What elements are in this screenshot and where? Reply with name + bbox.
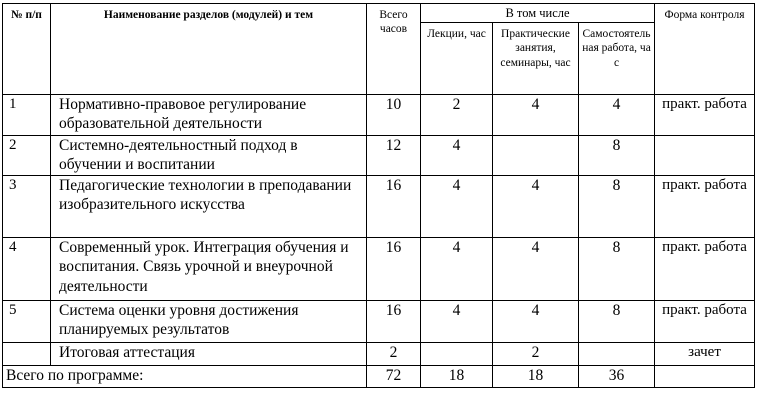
row-lectures: 4 — [421, 136, 493, 176]
row-lectures: 4 — [421, 176, 493, 238]
header-total-hours: Всего часов — [367, 4, 421, 95]
row-form: практ. работа — [655, 95, 755, 136]
row-self: 8 — [579, 176, 655, 238]
row-title: Педагогические технологии в преподавании изобразительного искусства — [51, 176, 367, 238]
row-num: 3 — [3, 176, 51, 238]
header-self-work: Самостоятельная работа, час — [579, 23, 655, 95]
row-form: зачет — [655, 343, 755, 366]
totals-lectures: 18 — [421, 366, 493, 388]
row-practice: 4 — [493, 238, 579, 301]
row-practice: 2 — [493, 343, 579, 366]
header-practice: Практические занятия, семинары, час — [493, 23, 579, 95]
row-lectures: 4 — [421, 301, 493, 343]
table-row — [3, 301, 755, 343]
row-practice — [493, 136, 579, 176]
row-form — [655, 136, 755, 176]
row-self: 8 — [579, 238, 655, 301]
header-name: Наименование разделов (модулей) и тем — [51, 4, 367, 95]
totals-practice: 18 — [493, 366, 579, 388]
table-row — [3, 136, 755, 176]
row-practice: 4 — [493, 301, 579, 343]
table-row — [3, 95, 755, 136]
row-self: 8 — [579, 301, 655, 343]
header-lectures: Лекции, час — [421, 23, 493, 95]
row-practice: 4 — [493, 176, 579, 238]
row-self: 4 — [579, 95, 655, 136]
row-lectures — [421, 343, 493, 366]
row-title: Современный урок. Интеграция обучения и воспитания. Связь урочной и внеурочной деятельности — [51, 238, 367, 301]
row-title: Система оценки уровня достижения планируемых результатов — [51, 301, 367, 343]
row-title: Нормативно-правовое регулирование образовательной деятельности — [51, 95, 367, 136]
row-self: 8 — [579, 136, 655, 176]
row-num: 5 — [3, 301, 51, 343]
table-row — [3, 176, 755, 238]
table-row — [3, 343, 755, 366]
row-self — [579, 343, 655, 366]
row-total: 10 — [367, 95, 421, 136]
row-form: практ. работа — [655, 176, 755, 238]
row-num: 1 — [3, 95, 51, 136]
row-form: практ. работа — [655, 238, 755, 301]
row-total: 16 — [367, 238, 421, 301]
row-title: Системно-деятельностный подход в обучении и воспитании — [51, 136, 367, 176]
row-lectures: 4 — [421, 238, 493, 301]
row-lectures: 2 — [421, 95, 493, 136]
row-total: 2 — [367, 343, 421, 366]
table-row — [3, 238, 755, 301]
totals-self: 36 — [579, 366, 655, 388]
header-including: В том числе — [421, 4, 655, 23]
header-num: № п/п — [3, 4, 51, 95]
row-total: 12 — [367, 136, 421, 176]
row-title: Итоговая аттестация — [51, 343, 367, 366]
totals-row — [3, 366, 755, 388]
row-total: 16 — [367, 176, 421, 238]
curriculum-table — [2, 3, 755, 388]
totals-label: Всего по программе: — [3, 366, 367, 388]
totals-form — [655, 366, 755, 388]
totals-total: 72 — [367, 366, 421, 388]
row-practice: 4 — [493, 95, 579, 136]
row-num: 4 — [3, 238, 51, 301]
row-num — [3, 343, 51, 366]
header-row-1 — [3, 4, 755, 23]
row-total: 16 — [367, 301, 421, 343]
row-form: практ. работа — [655, 301, 755, 343]
header-control-form: Форма контроля — [655, 4, 755, 95]
row-num: 2 — [3, 136, 51, 176]
